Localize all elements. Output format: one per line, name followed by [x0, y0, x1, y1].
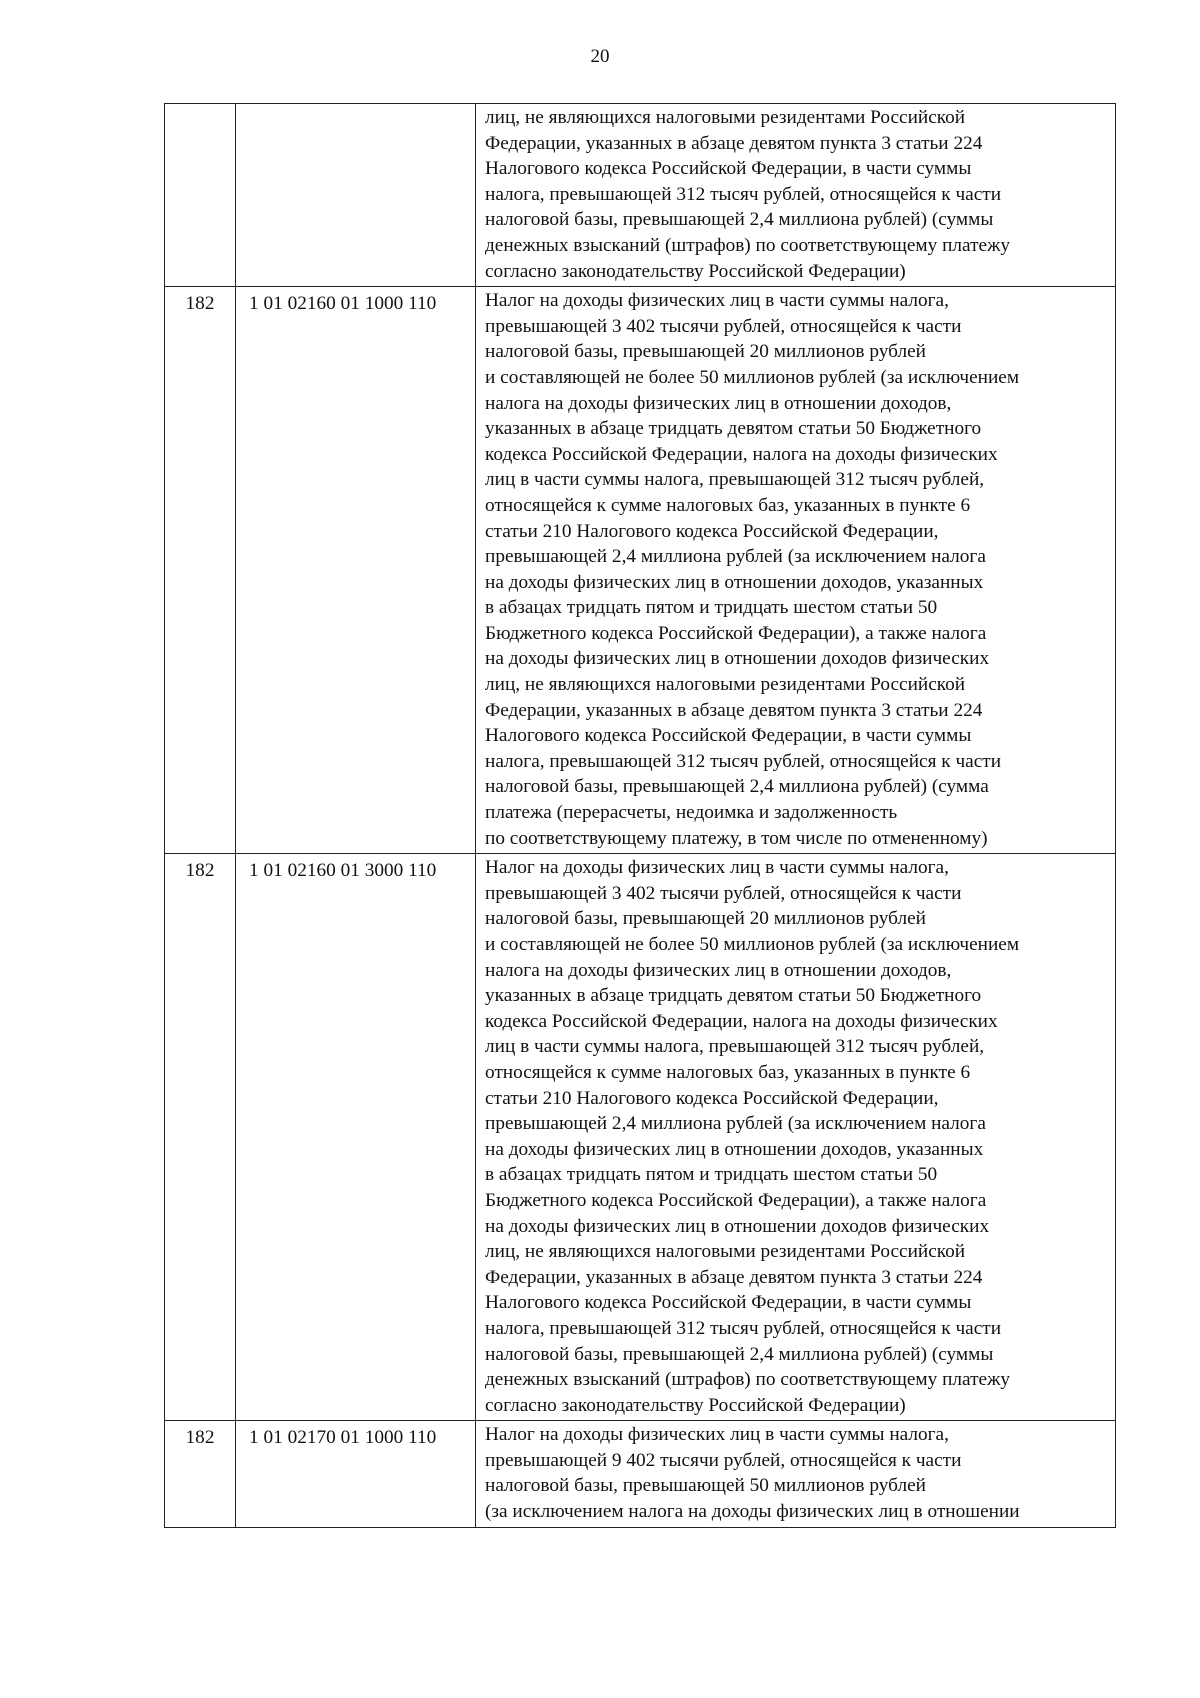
administrator-code-cell: 182: [165, 854, 236, 1421]
description-line: налога на доходы физических лиц в отношении доходов,: [485, 959, 952, 981]
description-line: превышающей 2,4 миллиона рублей (за исключением налога: [485, 1113, 986, 1135]
description-cell: [476, 104, 1116, 287]
description-line: налога, превышающей 312 тысяч рублей, относящейся к части: [485, 750, 1002, 772]
description-line: Федерации, указанных в абзаце девятом пункта 3 статьи 224: [485, 132, 983, 154]
description-line: налоговой базы, превышающей 50 миллионов рублей: [485, 1475, 926, 1497]
description-line: превышающей 9 402 тысячи рублей, относящейся к части: [485, 1449, 962, 1471]
description-line: согласно законодательству Российской Федерации): [485, 260, 906, 282]
table-row: [165, 104, 1116, 287]
table-row: [165, 287, 1116, 854]
description-line: кодекса Российской Федерации, налога на доходы физических: [485, 1010, 998, 1032]
description-line: Налог на доходы физических лиц в части суммы налога,: [485, 857, 949, 879]
description-line: Налог на доходы физических лиц в части суммы налога,: [485, 1424, 949, 1446]
budget-classification-table: [164, 103, 1116, 1528]
description-line: и составляющей не более 50 миллионов рублей (за исключением: [485, 934, 1020, 955]
description-cell: [476, 854, 1116, 1421]
description-line: Налог на доходы физических лиц в части суммы налога,: [485, 290, 949, 312]
administrator-code-cell: [165, 104, 236, 287]
description-line: превышающей 2,4 миллиона рублей (за исключением налога: [485, 546, 986, 568]
table-body: [165, 104, 1116, 1528]
description-line: лиц в части суммы налога, превышающей 312 тысяч рублей,: [485, 1036, 985, 1058]
description-line: относящейся к сумме налоговых баз, указанных в пункте 6: [485, 494, 971, 516]
description-line: относящейся к сумме налоговых баз, указанных в пункте 6: [485, 1061, 971, 1083]
description-line: налога, превышающей 312 тысяч рублей, относящейся к части: [485, 183, 1002, 205]
description-line: согласно законодательству Российской Федерации): [485, 1394, 906, 1416]
budget-code-cell: 1 01 02160 01 1000 110: [236, 287, 476, 854]
description-line: в абзацах тридцать пятом и тридцать шестом статьи 50: [485, 597, 938, 619]
description-line: налоговой базы, превышающей 2,4 миллиона рублей) (суммы: [485, 1343, 994, 1365]
description-line: налога на доходы физических лиц в отношении доходов,: [485, 392, 952, 414]
description-line: на доходы физических лиц в отношении доходов физических: [485, 1215, 990, 1237]
description-line: лиц, не являющихся налоговыми резидентами Российской: [485, 674, 966, 696]
table-row: [165, 1421, 1116, 1527]
description-line: налоговой базы, превышающей 20 миллионов рублей: [485, 341, 926, 363]
description-line: лиц, не являющихся налоговыми резидентами Российской: [485, 107, 966, 128]
description-line: кодекса Российской Федерации, налога на доходы физических: [485, 443, 998, 465]
description-line: Бюджетного кодекса Российской Федерации), а также налога: [485, 1189, 987, 1211]
description-line: платежа (перерасчеты, недоимка и задолженность: [485, 802, 898, 824]
description-line: Налогового кодекса Российской Федерации, в части суммы: [485, 1292, 972, 1314]
description-line: налоговой базы, превышающей 2,4 миллиона рублей) (сумма: [485, 776, 989, 798]
description-cell: [476, 1421, 1116, 1527]
description-line: и составляющей не более 50 миллионов рублей (за исключением: [485, 366, 1020, 388]
administrator-code-cell: 182: [165, 1421, 236, 1527]
description-line: (за исключением налога на доходы физических лиц в отношении: [485, 1501, 1020, 1523]
description-line: по соответствующему платежу, в том числе по отмененному): [485, 827, 988, 849]
description-line: денежных взысканий (штрафов) по соответствующему платежу: [485, 234, 1011, 256]
description-line: лиц в части суммы налога, превышающей 312 тысяч рублей,: [485, 469, 985, 491]
description-line: денежных взысканий (штрафов) по соответствующему платежу: [485, 1369, 1011, 1391]
budget-code-cell: 1 01 02160 01 3000 110: [236, 854, 476, 1421]
page-number: 20: [590, 46, 610, 67]
description-line: указанных в абзаце тридцать девятом статьи 50 Бюджетного: [485, 418, 982, 440]
description-line: статьи 210 Налогового кодекса Российской Федерации,: [485, 1087, 939, 1109]
description-cell: [476, 287, 1116, 854]
description-line: превышающей 3 402 тысячи рублей, относящейся к части: [485, 882, 962, 904]
description-line: лиц, не являющихся налоговыми резидентами Российской: [485, 1241, 966, 1263]
description-line: Налогового кодекса Российской Федерации, в части суммы: [485, 725, 972, 747]
description-line: на доходы физических лиц в отношении доходов, указанных: [485, 571, 984, 593]
description-line: статьи 210 Налогового кодекса Российской Федерации,: [485, 520, 939, 542]
table-row: [165, 854, 1116, 1421]
budget-code-cell: 1 01 02170 01 1000 110: [236, 1421, 476, 1527]
description-line: Бюджетного кодекса Российской Федерации), а также налога: [485, 622, 987, 644]
description-line: налога, превышающей 312 тысяч рублей, относящейся к части: [485, 1317, 1002, 1339]
description-line: в абзацах тридцать пятом и тридцать шестом статьи 50: [485, 1164, 938, 1186]
description-line: налоговой базы, превышающей 20 миллионов рублей: [485, 908, 926, 930]
administrator-code-cell: 182: [165, 287, 236, 854]
description-line: налоговой базы, превышающей 2,4 миллиона рублей) (суммы: [485, 209, 994, 231]
description-line: на доходы физических лиц в отношении доходов физических: [485, 648, 990, 670]
description-line: Налогового кодекса Российской Федерации, в части суммы: [485, 158, 972, 180]
description-line: Федерации, указанных в абзаце девятом пункта 3 статьи 224: [485, 1266, 983, 1288]
description-line: указанных в абзаце тридцать девятом статьи 50 Бюджетного: [485, 985, 982, 1007]
description-line: на доходы физических лиц в отношении доходов, указанных: [485, 1138, 984, 1160]
budget-code-cell: [236, 104, 476, 287]
description-line: превышающей 3 402 тысячи рублей, относящейся к части: [485, 315, 962, 337]
description-line: Федерации, указанных в абзаце девятом пункта 3 статьи 224: [485, 699, 983, 721]
